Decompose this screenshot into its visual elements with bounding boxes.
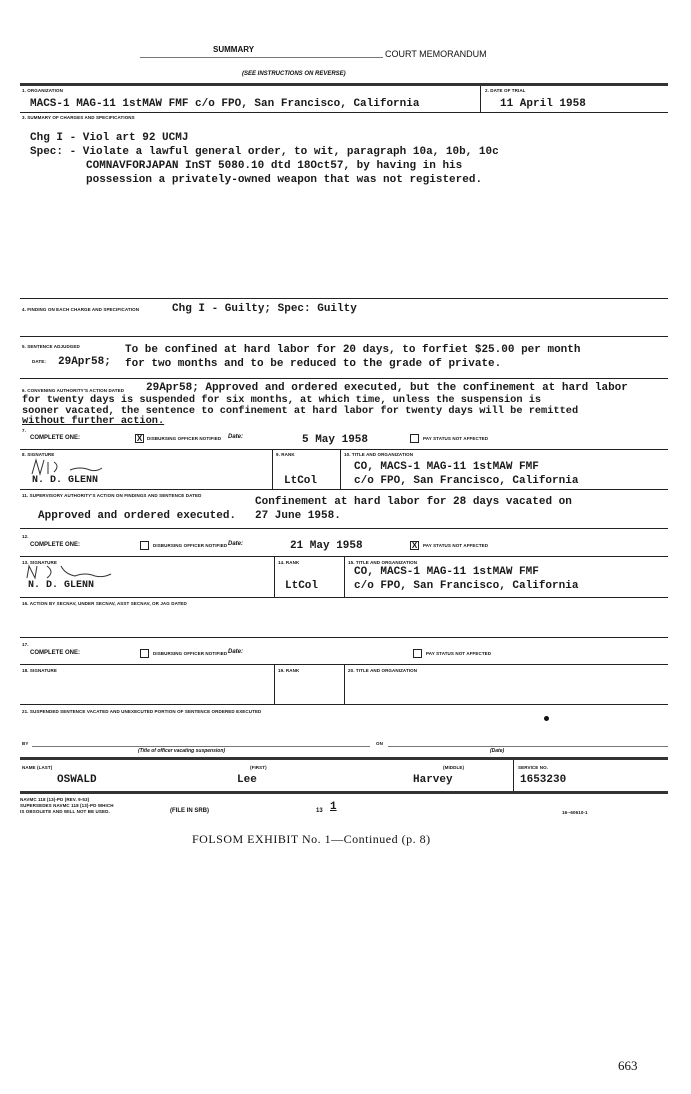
title-line: CO, MACS-1 MAG-11 1stMAW FMF (354, 461, 539, 473)
disbursing-date: 21 May 1958 (290, 540, 363, 552)
divider (513, 760, 514, 791)
supervisory-action-line: Confinement at hard labor for 28 days vacated on (255, 496, 572, 508)
rank-label: 14. RANK (278, 560, 300, 565)
sentence-date: 29Apr58; (58, 356, 111, 368)
first-name-value: Lee (237, 774, 257, 786)
title-label: 15. TITLE AND ORGANIZATION (348, 560, 418, 565)
disbursing-label: DISBURSING OFFICER NOTIFIED (153, 651, 228, 656)
disbursing-checkbox[interactable]: X (136, 434, 143, 443)
organization-label: 1. ORGANIZATION (22, 88, 63, 93)
divider (344, 664, 345, 704)
file-note: (FILE IN SRB) (170, 808, 209, 814)
divider (20, 597, 668, 598)
ink-dot (544, 716, 549, 721)
title-line: c/o FPO, San Francisco, California (354, 475, 579, 487)
section-number: 17. (22, 642, 29, 647)
complete-one-label: COMPLETE ONE: (30, 650, 81, 656)
middle-name-value: Harvey (413, 774, 453, 786)
divider (20, 449, 668, 450)
divider (20, 336, 668, 337)
middle-name-label: (MIDDLE) (443, 765, 465, 770)
supervisory-action-line: Approved and ordered executed. (38, 510, 237, 522)
divider (340, 449, 341, 489)
on-line (388, 746, 668, 747)
secnav-action-label: 16. ACTION BY SECNAV, UNDER SECNAV, ASST SECNAV, OR JAG DATED (22, 601, 187, 606)
pay-status-checkbox[interactable] (413, 649, 422, 658)
form-type: SUMMARY (213, 45, 255, 54)
convening-action-line: for twenty days is suspended for six months, at which time, unless the suspension is (22, 394, 542, 406)
date-label: Date: (228, 434, 244, 440)
spec-line: COMNAVFORJAPAN InST 5080.10 dtd 18Oct57, by having in his (86, 160, 463, 172)
sentence-label: 5. SENTENCE ADJUDGED (22, 344, 80, 349)
divider (20, 83, 668, 86)
form-number: SUPERSEDES NAVMC 118 (13)-PD WHICH (20, 803, 114, 808)
signature-label: 18. SIGNATURE (22, 668, 57, 673)
date-of-trial-value: 11 April 1958 (500, 98, 586, 110)
sentence-date-label: DATE: (32, 359, 46, 364)
spec-line: Spec: - Violate a lawful general order, to wit, paragraph 10a, 10b, 10c (30, 146, 499, 158)
divider (20, 378, 668, 379)
disbursing-date: 5 May 1958 (302, 434, 369, 446)
disbursing-checkbox[interactable] (140, 649, 149, 658)
title-label: 10. TITLE AND ORGANIZATION (344, 452, 414, 457)
print-code: 16--60610-1 (562, 810, 588, 815)
pay-status-label: PAY STATUS NOT AFFECTED (423, 543, 489, 548)
by-caption: (Title of officer vacating suspension) (138, 748, 226, 754)
last-name-value: OSWALD (57, 774, 97, 786)
by-line (32, 746, 370, 747)
complete-one-label: COMPLETE ONE: (30, 542, 81, 548)
service-number-value: 1653230 (520, 774, 567, 786)
form-number: IS OBSOLETE AND WILL NOT BE USED. (20, 809, 110, 814)
exhibit-caption: FOLSOM EXHIBIT No. 1—Continued (p. 8) (192, 832, 431, 846)
divider (20, 489, 668, 490)
signature-label: 13. SIGNATURE (22, 560, 57, 565)
pay-status-checkbox[interactable]: X (411, 541, 418, 550)
first-name-label: (FIRST) (250, 765, 267, 770)
charges-label: 3. SUMMARY OF CHARGES AND SPECIFICATIONS (22, 115, 135, 120)
divider (20, 298, 668, 299)
date-of-trial-label: 2. DATE OF TRIAL (485, 88, 526, 93)
divider (274, 556, 275, 598)
title-line: c/o FPO, San Francisco, California (354, 580, 579, 592)
convening-action-line: sooner vacated, the sentence to confinement at hard labor for twenty days will be remitted (22, 405, 579, 417)
divider (480, 86, 481, 112)
service-number-label: SERVICE NO. (518, 765, 549, 770)
instructions-note: (SEE INSTRUCTIONS ON REVERSE) (242, 71, 346, 77)
divider (140, 57, 383, 58)
divider (20, 704, 668, 705)
form-page-number: 1 (330, 801, 337, 813)
divider (20, 528, 668, 529)
charge-line: Chg I - Viol art 92 UCMJ (30, 132, 189, 144)
signature-label: 8. SIGNATURE (22, 452, 55, 457)
last-name-label: NAME (LAST) (22, 765, 53, 770)
complete-one-label: COMPLETE ONE: (30, 435, 81, 441)
supervisory-action-line: 27 June 1958. (255, 510, 341, 522)
form-number: NAVMC 118 (13)-PD (REV. 9-53) (20, 797, 90, 802)
convening-action-line: 29Apr58; Approved and ordered executed, but the confinement at hard labor (146, 382, 628, 394)
rank-value: LtCol (285, 580, 319, 592)
divider (344, 556, 345, 598)
by-label: BY (22, 741, 29, 746)
divider (20, 791, 668, 794)
page-number: 663 (618, 1058, 638, 1073)
title-line: CO, MACS-1 MAG-11 1stMAW FMF (354, 566, 539, 578)
date-label: Date: (228, 541, 244, 547)
page-prefix: 13 (316, 808, 323, 814)
convening-action-label: 6. CONVENING AUTHORITY'S ACTION DATED (22, 388, 125, 393)
divider (274, 664, 275, 704)
pay-status-label: PAY STATUS NOT AFFECTED (426, 651, 492, 656)
supervisory-action-label: 11. SUPERVISORY AUTHORITY'S ACTION ON FINDINGS AND SENTENCE DATED (22, 493, 202, 498)
sentence-line: for two months and to be reduced to the grade of private. (125, 358, 502, 370)
form-title: COURT MEMORANDUM (385, 49, 487, 59)
spec-line: possession a privately-owned weapon that was not registered. (86, 174, 483, 186)
signer-name: N. D. GLENN (32, 475, 99, 486)
organization-value: MACS-1 MAG-11 1stMAW FMF c/o FPO, San Francisco, California (30, 98, 420, 110)
findings-value: Chg I - Guilty; Spec: Guilty (172, 303, 357, 315)
disbursing-label: DISBURSING OFFICER NOTIFIED (147, 436, 222, 441)
divider (272, 449, 273, 489)
disbursing-label: DISBURSING OFFICER NOTIFIED (153, 543, 228, 548)
divider (20, 757, 668, 760)
suspended-sentence-label: 21. SUSPENDED SENTENCE VACATED AND UNEXECUTED PORTION OF SENTENCE ORDERED EXECUTED (22, 709, 262, 714)
findings-label: 4. FINDING ON EACH CHARGE AND SPECIFICATION (22, 307, 140, 312)
section-number: 7. (22, 428, 26, 433)
rank-value: LtCol (284, 475, 318, 487)
disbursing-checkbox[interactable] (140, 541, 149, 550)
on-label: ON (376, 741, 383, 746)
pay-status-label: PAY STATUS NOT AFFECTED (423, 436, 489, 441)
title-label: 20. TITLE AND ORGANIZATION (348, 668, 418, 673)
divider (20, 637, 668, 638)
handwritten-signature (25, 562, 125, 582)
date-label: Date: (228, 649, 244, 655)
sentence-line: To be confined at hard labor for 20 days, to forfiet $25.00 per month (125, 344, 581, 356)
rank-label: 9. RANK (276, 452, 295, 457)
divider (20, 112, 668, 113)
on-caption: (Date) (490, 748, 505, 754)
convening-action-line: without further action. (22, 415, 165, 427)
rank-label: 19. RANK (278, 668, 300, 673)
signer-name: N. D. GLENN (28, 580, 95, 591)
pay-status-checkbox[interactable] (410, 434, 419, 443)
section-number: 12. (22, 534, 29, 539)
